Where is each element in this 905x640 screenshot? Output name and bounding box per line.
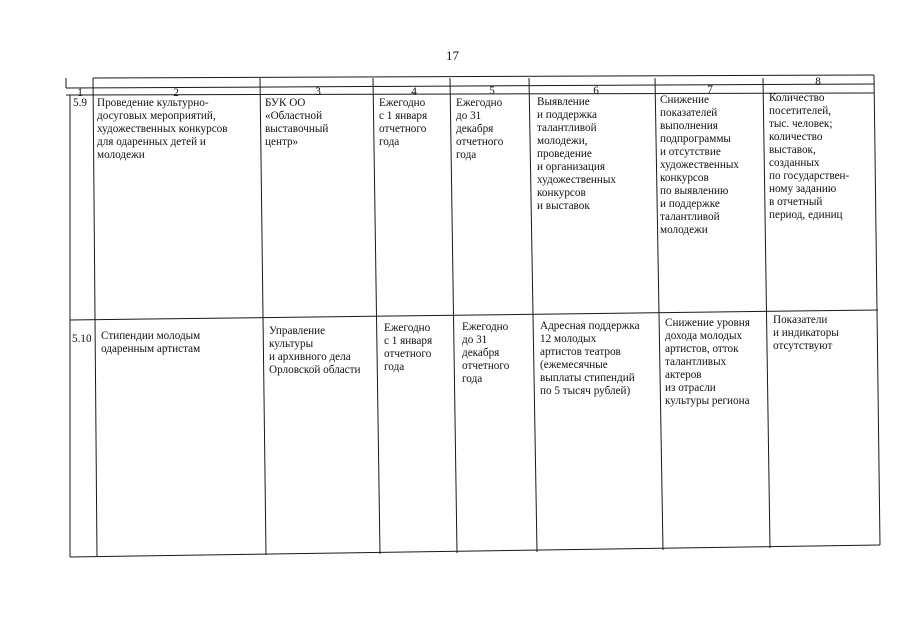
consequences: Снижение уровня дохода молодых артистов, отток талантливых актеров из отрасли культуры региона	[665, 317, 750, 407]
executor: Управление культуры и архивного дела Орловской области	[269, 325, 361, 376]
start-date: Ежегодно с 1 января отчетного года	[379, 97, 428, 148]
expected-result: Выявление и поддержка талантливой молодежи, проведение и организация художественных конкурсов и выставок	[537, 96, 617, 212]
row-number: 5.10	[72, 333, 92, 345]
end-date: Ежегодно до 31 декабря отчетного года	[462, 321, 510, 385]
event-name: Проведение культурно- досуговых мероприятий, художественных конкурсов для одаренных детей и молодежи	[97, 97, 228, 161]
column-header-1: 1	[77, 87, 83, 99]
indicators: Показатели и индикаторы отсутствуют	[773, 314, 839, 352]
page-number: 17	[446, 48, 459, 63]
column-header-5: 5	[489, 85, 495, 97]
column-header-6: 6	[593, 85, 599, 97]
consequences: Снижение показателей выполнения подпрограммы и отсутствие художественных конкурсов по выявлению и поддержке талантливой молодежи	[660, 94, 740, 236]
event-name: Стипендии молодым одаренным артистам	[101, 330, 201, 355]
column-header-2: 2	[173, 87, 179, 99]
column-header-4: 4	[411, 86, 417, 98]
column-header-3: 3	[315, 86, 321, 98]
column-header-7: 7	[707, 84, 713, 96]
indicators: Количество посетителей, тыс. человек; количество выставок, созданных по государствен- ному заданию в отчетный период, единиц	[769, 92, 850, 221]
start-date: Ежегодно с 1 января отчетного года	[384, 322, 433, 373]
row-number: 5.9	[73, 97, 87, 109]
expected-result: Адресная поддержка 12 молодых артистов театров (ежемесячные выплаты стипендий по 5 тысяч рублей)	[540, 320, 640, 397]
column-header-8: 8	[815, 76, 821, 88]
executor: БУК ОО «Областной выставочный центр»	[265, 97, 329, 148]
end-date: Ежегодно до 31 декабря отчетного года	[456, 97, 504, 161]
